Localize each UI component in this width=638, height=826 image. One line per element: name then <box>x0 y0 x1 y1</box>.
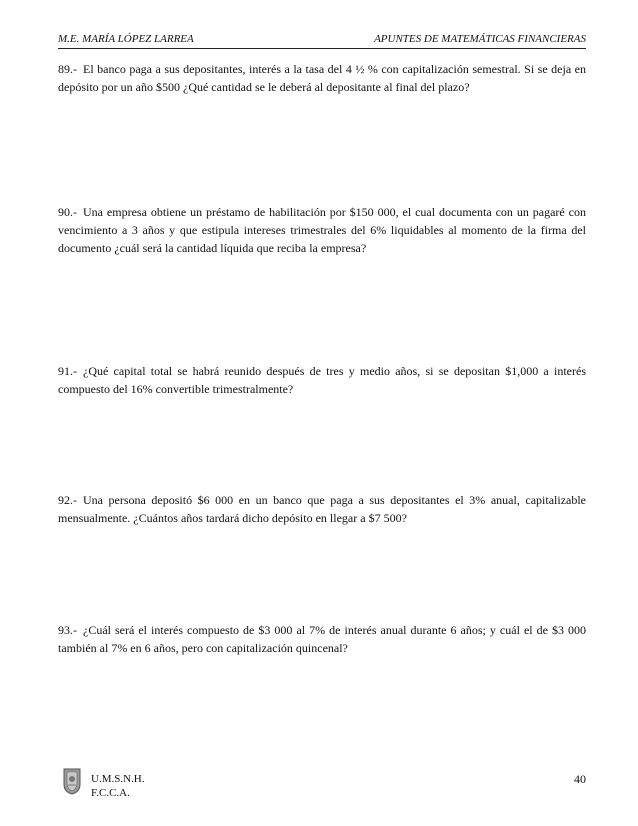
problem-91 <box>58 362 586 398</box>
problem-89 <box>58 60 586 96</box>
problem-93 <box>58 621 586 657</box>
page-footer <box>58 764 586 804</box>
problem-text: ¿Cuál será el interés compuesto de $3 000 al 7% de interés anual durante 6 años; y cuál el de $3 000 también al 7% en 6 años, pero con capitalización quincenal? <box>58 623 586 655</box>
problem-number: 89.- <box>58 62 77 76</box>
page-header <box>58 30 586 49</box>
footer-university: U.M.S.N.H. <box>91 773 145 785</box>
problem-text: El banco paga a sus depositantes, interés a la tasa del 4 ½ % con capitalización semestral. Si se deja en depósito por un año $500 ¿Qué cantidad se le deberá al depositante al final del plazo? <box>58 62 586 94</box>
footer-faculty: F.C.C.A. <box>91 787 130 799</box>
problem-number: 91.- <box>58 364 77 378</box>
problem-90 <box>58 203 586 257</box>
problem-text: Una persona depositó $6 000 en un banco que paga a sus depositantes el 3% anual, capitalizable mensualmente. ¿Cuántos años tardará dicho depósito en llegar a $7 500? <box>58 493 586 525</box>
page-number: 40 <box>574 772 586 786</box>
problem-number: 92.- <box>58 493 77 507</box>
problem-number: 93.- <box>58 623 77 637</box>
problem-number: 90.- <box>58 205 77 219</box>
problem-text: ¿Qué capital total se habrá reunido después de tres y medio años, si se depositan $1,000 a interés compuesto del 16% convertible trimestralmente? <box>58 364 586 396</box>
header-author: M.E. MARÍA LÓPEZ LARREA <box>58 33 194 45</box>
header-title: APUNTES DE MATEMÁTICAS FINANCIERAS <box>374 33 586 45</box>
problem-text: Una empresa obtiene un préstamo de habilitación por $150 000, el cual documenta con un pagaré con vencimiento a 3 años y que estipula intereses trimestrales del 6% liquidables al momento de la firma del documento ¿cuál será la cantidad líquida que reciba la empresa? <box>58 205 586 255</box>
university-seal-icon <box>62 767 82 795</box>
problem-92 <box>58 491 586 527</box>
